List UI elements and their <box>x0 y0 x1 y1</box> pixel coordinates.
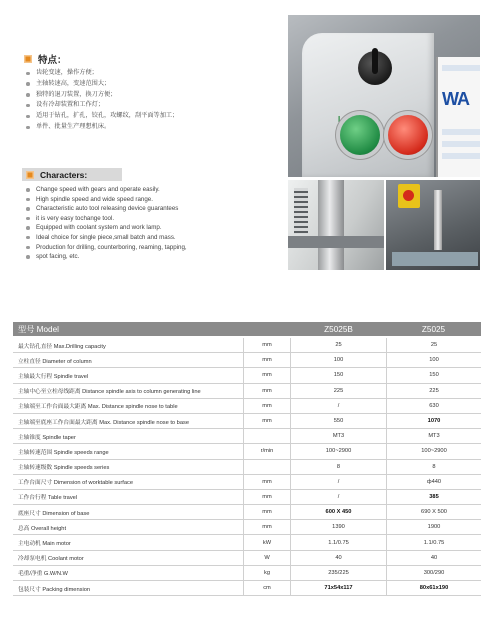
spec-param: 总高 Overall height <box>18 525 67 532</box>
table-row <box>13 490 481 505</box>
spec-unit <box>243 429 291 443</box>
spec-value-a: / <box>337 478 340 485</box>
spec-unit: cm <box>243 581 291 595</box>
brand-logo: WA <box>442 89 469 109</box>
spec-value-b: 690 X 500 <box>386 505 481 519</box>
header-model-b: Z5025 <box>421 324 446 334</box>
spec-unit: mm <box>243 475 291 489</box>
spec-value-b: 225 <box>386 384 481 398</box>
spec-param: 工作台面尺寸 Dimension of worktable surface <box>18 480 134 487</box>
spec-unit: mm <box>243 520 291 534</box>
table-row <box>13 581 481 596</box>
list-item: 适用于钻孔，扩孔，铰孔，攻螺纹，刮平面等加工； <box>26 111 178 122</box>
spec-param: 主轴中心至立柱母线距离 Distance spindle axis to column generating line <box>18 389 201 396</box>
spec-unit: r/min <box>243 444 291 458</box>
spec-value-a: 600 X 450 <box>325 509 352 516</box>
table-row <box>13 535 481 550</box>
column-photo <box>288 180 384 270</box>
table-row <box>13 399 481 414</box>
spec-value-b: 80x61x190 <box>386 581 481 595</box>
spec-value-b: 100 <box>386 353 481 367</box>
power-symbol-icon: I <box>338 115 341 124</box>
spec-value-b: 1.1/0.75 <box>386 535 481 549</box>
list-item: Ideal choice for single piece,small batch and mass. <box>26 233 187 243</box>
table-row <box>13 475 481 490</box>
spec-param: 最大钻孔直径 Max.Drilling capacity <box>18 343 106 350</box>
spec-unit: mm <box>243 414 291 428</box>
table-row <box>13 460 481 475</box>
spec-value-b: 8 <box>386 460 481 474</box>
list-item: High spindle speed and wide speed range. <box>26 195 187 205</box>
table-row <box>13 384 481 399</box>
spec-value-b: 630 <box>386 399 481 413</box>
spec-value-a: 8 <box>336 463 341 470</box>
table-row <box>13 444 481 459</box>
table-row <box>13 338 481 353</box>
list-item: 齿轮变速，操作方便； <box>26 68 178 79</box>
spec-value-a: 550 <box>333 418 344 425</box>
list-item: Production for drilling, counterboring, reaming, tapping, <box>26 243 187 253</box>
spec-param: 主轴最大行程 Spindle travel <box>18 373 89 380</box>
spec-unit: mm <box>243 338 291 352</box>
features-zh-title: 特点： <box>38 55 67 66</box>
spec-param: 立柱直径 Diameter of column <box>18 358 92 365</box>
spec-unit: mm <box>243 368 291 382</box>
header-model-a: Z5025B <box>324 324 353 334</box>
spec-param: 主轴锥度 Spindle taper <box>18 434 76 441</box>
spindle-photo <box>386 180 480 270</box>
spec-value-b: 1900 <box>386 520 481 534</box>
spec-value-b: ф440 <box>386 475 481 489</box>
spec-table <box>13 338 481 596</box>
stop-button-icon <box>388 115 428 155</box>
list-item: Equipped with coolant system and work lamp. <box>26 223 187 233</box>
spec-value-b: 300/290 <box>386 566 481 580</box>
control-panel-photo <box>288 15 480 177</box>
spec-value-a: / <box>337 493 340 500</box>
spec-param: 毛重/净重 G.W/N.W <box>18 571 68 578</box>
spec-unit: mm <box>243 384 291 398</box>
spec-value-b: 25 <box>386 338 481 352</box>
table-row <box>13 414 481 429</box>
spec-value-a: 150 <box>333 372 344 379</box>
list-item: Characteristic auto tool releasing device guarantees <box>26 204 187 214</box>
table-row <box>13 353 481 368</box>
spec-unit: mm <box>243 353 291 367</box>
features-en-list <box>26 185 187 262</box>
spec-value-a: 225 <box>333 387 344 394</box>
features-zh-list <box>26 68 178 133</box>
spec-value-b: MT3 <box>386 429 481 443</box>
list-item: it is very easy tochange tool. <box>26 214 187 224</box>
emergency-stop-icon <box>398 184 420 208</box>
nameplate <box>436 57 480 177</box>
spec-value-a: 25 <box>335 342 342 349</box>
spec-param: 主轴转速级数 Spindle speeds series <box>18 465 110 472</box>
spec-value-b: 100~2900 <box>386 444 481 458</box>
spec-param: 主轴端至工作台面最大距离 Max. Distance spindle nose to table <box>18 404 178 411</box>
table-row <box>13 551 481 566</box>
list-item: 独特的退刀装置，换刀方便； <box>26 90 178 101</box>
square-bullet-icon <box>26 171 34 179</box>
table-row <box>13 429 481 444</box>
spec-value-a: 1.1/0.75 <box>328 539 349 546</box>
spec-param: 冷却泵电机 Coolant motor <box>18 556 84 563</box>
spec-value-a: 40 <box>335 554 342 561</box>
spec-value-b: 385 <box>386 490 481 504</box>
start-button-icon <box>340 115 380 155</box>
spec-value-b: 40 <box>386 551 481 565</box>
spec-param: 底座尺寸 Dimension of base <box>18 510 90 517</box>
spec-param: 主轴端至底座工作台面最大距离 Max. Distance spindle nose to base <box>18 419 189 426</box>
list-item: 单件、批量生产理想机床。 <box>26 122 178 133</box>
spec-value-a: 100~2900 <box>325 448 352 455</box>
spec-unit: mm <box>243 399 291 413</box>
spec-value-a: 1390 <box>332 524 345 531</box>
spec-param: 包装尺寸 Packing dimension <box>18 586 91 593</box>
spec-value-a: / <box>337 402 340 409</box>
spec-value-b: 1070 <box>386 414 481 428</box>
list-item: 主轴转速高，变速范围大； <box>26 79 178 90</box>
spec-unit <box>243 460 291 474</box>
features-zh-heading <box>24 52 67 66</box>
spec-param: 工作台行程 Table travel <box>18 495 78 502</box>
header-param: 型号 Model <box>18 324 59 334</box>
spec-value-a: 100 <box>333 357 344 364</box>
table-row <box>13 566 481 581</box>
selector-knob-icon <box>358 51 392 85</box>
square-bullet-icon <box>24 55 32 63</box>
spec-param: 主电动机 Main motor <box>18 541 71 548</box>
spec-unit: kg <box>243 566 291 580</box>
list-item: 设有冷却装置和工作灯； <box>26 100 178 111</box>
table-row <box>13 368 481 383</box>
spec-value-a: 71x54x117 <box>324 585 353 592</box>
spec-param: 主轴转速范围 Spindle speeds range <box>18 449 109 456</box>
spiral-cable-icon <box>294 188 308 234</box>
spec-unit: mm <box>243 490 291 504</box>
table-row <box>13 520 481 535</box>
spec-unit: kW <box>243 535 291 549</box>
drill-bit-icon <box>434 190 442 250</box>
spec-value-b: 150 <box>386 368 481 382</box>
spec-table-header <box>13 322 481 336</box>
list-item: Change speed with gears and operate easily. <box>26 185 187 195</box>
features-en-title: Characters: <box>40 169 88 180</box>
list-item: spot facing, etc. <box>26 252 187 262</box>
features-en-heading <box>22 168 122 181</box>
table-row <box>13 505 481 520</box>
spec-value-a: MT3 <box>332 433 345 440</box>
spec-unit: mm <box>243 505 291 519</box>
spec-value-a: 235/225 <box>328 569 349 576</box>
spec-unit: W <box>243 551 291 565</box>
